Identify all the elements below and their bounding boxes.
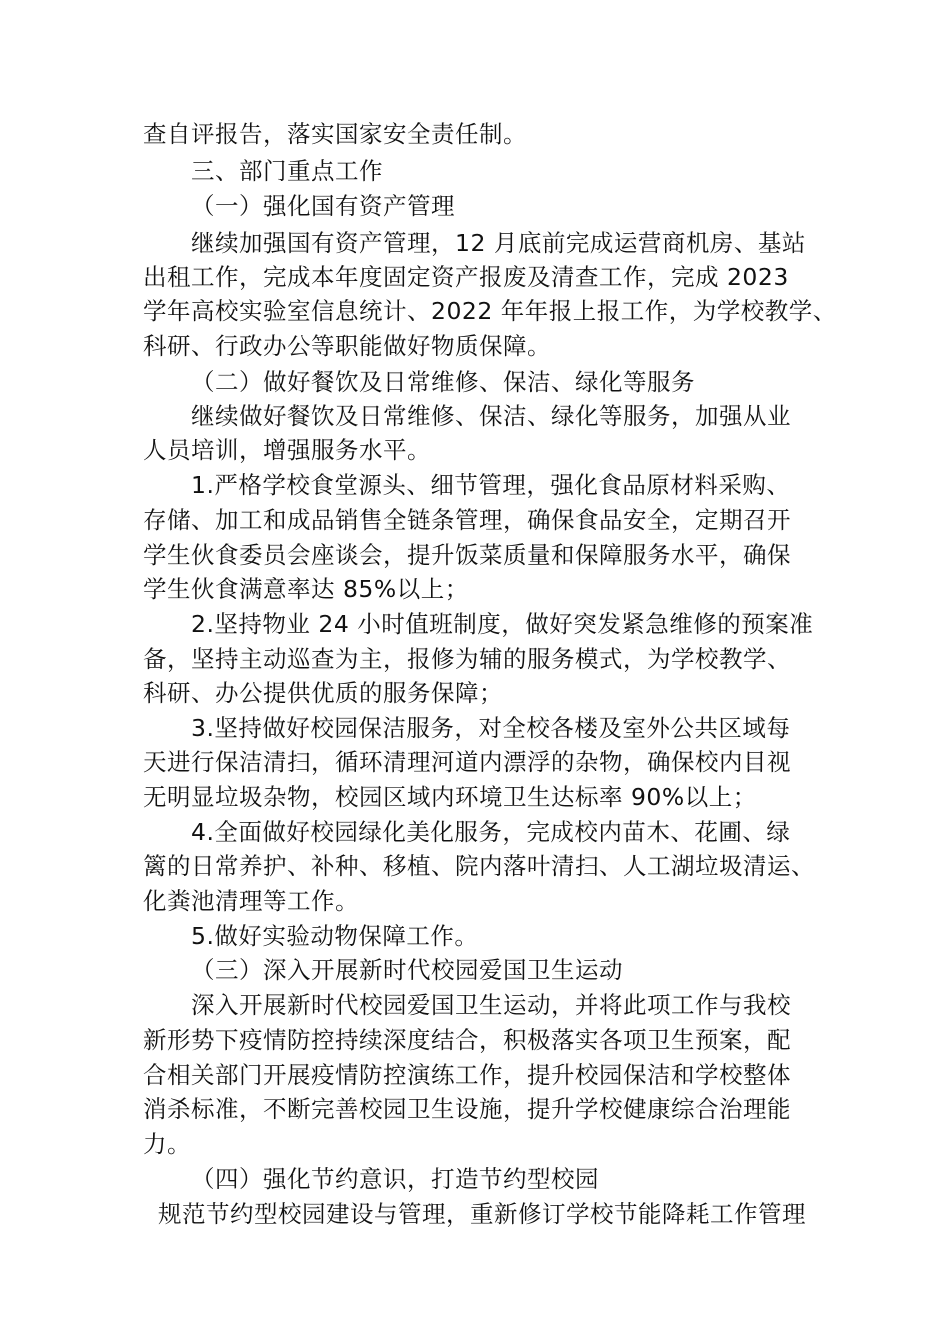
paragraph-line: 规范节约型校园建设与管理，重新修订学校节能降耗工作管理 [158, 1200, 806, 1228]
list-item-line: 备，坚持主动巡查为主，报修为辅的服务模式，为学校教学、 [143, 645, 791, 673]
list-item-line: 2.坚持物业 24 小时值班制度，做好突发紧急维修的预案准 [191, 610, 814, 638]
paragraph-line: 新形势下疫情防控持续深度结合，积极落实各项卫生预案，配 [143, 1026, 791, 1054]
list-item-line: 学生伙食委员会座谈会，提升饭菜质量和保障服务水平，确保 [143, 541, 791, 569]
paragraph-line: 继续加强国有资产管理，12 月底前完成运营商机房、基站 [191, 229, 806, 257]
paragraph-line: 出租工作，完成本年度固定资产报废及清查工作，完成 2023 [143, 263, 789, 291]
paragraph-line: 深入开展新时代校园爱国卫生运动，并将此项工作与我校 [191, 991, 791, 1019]
list-item-line: 无明显垃圾杂物，校园区域内环境卫生达标率 90%以上； [143, 783, 757, 811]
section-heading: 三、部门重点工作 [191, 157, 383, 185]
list-item-line: 4.全面做好校园绿化美化服务，完成校内苗木、花圃、绿 [191, 818, 791, 846]
subsection-heading: （三）深入开展新时代校园爱国卫生运动 [191, 956, 623, 984]
paragraph-line: 合相关部门开展疫情防控演练工作，提升校园保洁和学校整体 [143, 1061, 791, 1089]
paragraph-line: 消杀标准，不断完善校园卫生设施，提升学校健康综合治理能 [143, 1095, 791, 1123]
list-item-line: 科研、办公提供优质的服务保障； [143, 679, 503, 707]
list-item-line: 篱的日常养护、补种、移植、院内落叶清扫、人工湖垃圾清运、 [143, 852, 815, 880]
list-item-line: 5.做好实验动物保障工作。 [191, 922, 479, 950]
subsection-heading: （一）强化国有资产管理 [191, 192, 455, 220]
paragraph-line: 力。 [143, 1130, 191, 1158]
list-item-line: 学生伙食满意率达 85%以上； [143, 575, 469, 603]
text-line: 查自评报告，落实国家安全责任制。 [143, 120, 527, 148]
list-item-line: 3.坚持做好校园保洁服务，对全校各楼及室外公共区域每 [191, 714, 791, 742]
list-item-line: 存储、加工和成品销售全链条管理，确保食品安全，定期召开 [143, 506, 791, 534]
paragraph-line: 继续做好餐饮及日常维修、保洁、绿化等服务，加强从业 [191, 402, 791, 430]
subsection-heading: （四）强化节约意识，打造节约型校园 [191, 1165, 599, 1193]
list-item-line: 天进行保洁清扫，循环清理河道内漂浮的杂物，确保校内目视 [143, 748, 791, 776]
list-item-line: 化粪池清理等工作。 [143, 887, 359, 915]
paragraph-line: 科研、行政办公等职能做好物质保障。 [143, 332, 551, 360]
paragraph-line: 人员培训，增强服务水平。 [143, 436, 431, 464]
subsection-heading: （二）做好餐饮及日常维修、保洁、绿化等服务 [191, 368, 695, 396]
paragraph-line: 学年高校实验室信息统计、2022 年年报上报工作，为学校教学、 [143, 297, 837, 325]
list-item-line: 1.严格学校食堂源头、细节管理，强化食品原材料采购、 [191, 471, 791, 499]
